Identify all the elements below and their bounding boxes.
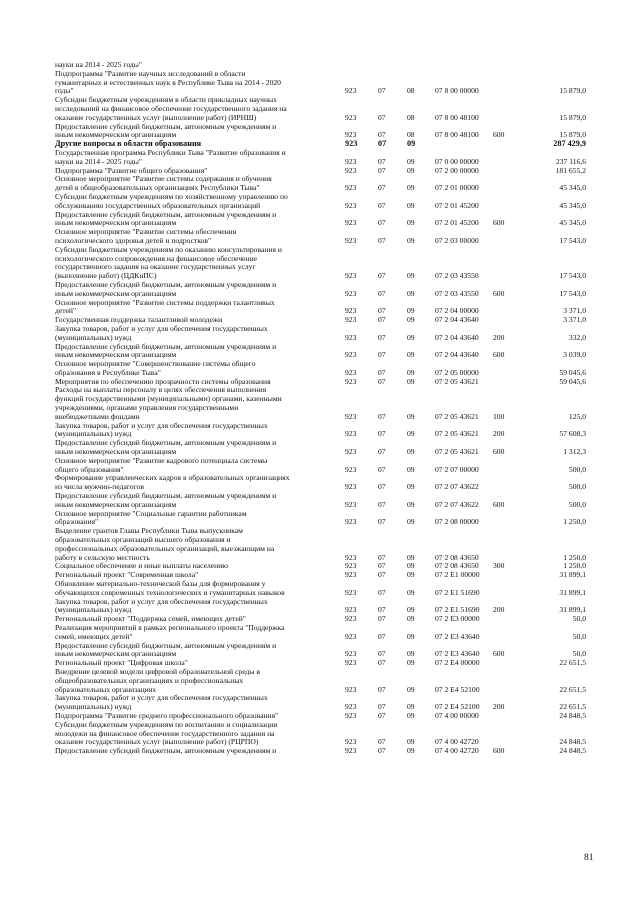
- amount: 287 429,9: [553, 139, 586, 149]
- admin-code: 923: [345, 684, 357, 694]
- row-name: Региональный проект "Поддержка семей, имеющих детей": [55, 614, 246, 624]
- target-article-code: 07 2 07 00000: [435, 464, 479, 474]
- target-article-code: 07 2 03 43550: [435, 271, 479, 281]
- table-row: [55, 246, 586, 281]
- admin-code: 923: [345, 482, 357, 492]
- table-row: [55, 747, 586, 756]
- section-code: 07: [378, 702, 386, 712]
- subsection-code: 09: [407, 350, 415, 360]
- subsection-code: 09: [407, 614, 415, 624]
- target-article-code: 07 2 03 00000: [435, 235, 479, 245]
- admin-code: 923: [345, 631, 357, 641]
- subsection-code: 09: [407, 702, 415, 712]
- amount: 45 345,0: [559, 200, 586, 210]
- subsection-code: 09: [407, 631, 415, 641]
- section-code: 07: [378, 631, 386, 641]
- row-name: Другие вопросы в области образования: [55, 139, 202, 149]
- table-row: [55, 386, 586, 421]
- subsection-code: 08: [407, 130, 415, 140]
- target-article-code: 07 2 E1 51690: [435, 605, 480, 615]
- table-row: [55, 175, 586, 193]
- section-code: 07: [378, 139, 387, 149]
- target-article-code: 07 2 07 43622: [435, 482, 479, 492]
- subsection-code: 09: [407, 464, 415, 474]
- section-code: 07: [378, 288, 386, 298]
- subsection-code: 09: [407, 367, 415, 377]
- admin-code: 923: [345, 130, 357, 140]
- section-code: 07: [378, 376, 386, 386]
- target-article-code: 07 4 00 42720: [435, 737, 479, 747]
- target-article-code: 07 4 00 42720: [435, 746, 479, 756]
- amount: 1 312,3: [563, 447, 586, 457]
- target-article-code: 07 2 E3 00000: [435, 614, 480, 624]
- amount: 1 250,0: [563, 552, 586, 562]
- target-article-code: 07 2 E4 00000: [435, 658, 480, 668]
- amount: 17 543,0: [559, 288, 586, 298]
- subsection-code: 09: [407, 139, 416, 149]
- expense-type-code: 200: [493, 332, 505, 342]
- admin-code: 923: [345, 552, 357, 562]
- target-article-code: 07 2 08 00000: [435, 517, 479, 527]
- row-name: Предоставление субсидий бюджетным, автономным учреждениям и иным некоммерческим организациям: [55, 640, 277, 659]
- row-name: Субсидии бюджетным учреждениям по воспитанию и социализации молодежи на финансовое обеспечение государственного задания на оказание государственных услуг (выполнение работ) (РЦРПО): [55, 719, 278, 747]
- target-article-code: 07 2 E3 43640: [435, 631, 480, 641]
- amount: 59 045,6: [559, 367, 586, 377]
- admin-code: 923: [345, 367, 357, 377]
- subsection-code: 09: [407, 482, 415, 492]
- amount: 59 045,6: [559, 376, 586, 386]
- subsection-code: 09: [407, 517, 415, 527]
- table-row: [55, 642, 586, 660]
- section-code: 07: [378, 464, 386, 474]
- target-article-code: 07 2 05 43621: [435, 429, 479, 439]
- amount: 31 899,1: [559, 605, 586, 615]
- section-code: 07: [378, 684, 386, 694]
- admin-code: 923: [345, 235, 357, 245]
- subsection-code: 09: [407, 499, 415, 509]
- amount: 15 879,0: [559, 130, 586, 140]
- admin-code: 923: [345, 376, 357, 386]
- target-article-code: 07 2 E4 52100: [435, 684, 480, 694]
- section-code: 07: [378, 482, 386, 492]
- target-article-code: 07 2 E1 00000: [435, 570, 480, 580]
- subsection-code: 09: [407, 235, 415, 245]
- amount: 50,0: [572, 649, 586, 659]
- amount: 15 879,0: [559, 86, 586, 96]
- section-code: 07: [378, 156, 386, 166]
- section-code: 07: [378, 429, 386, 439]
- section-code: 07: [378, 746, 386, 756]
- row-name: Основное мероприятие "Развитие системы содержания и обучения детей в общеобразовательных организациях Республики Тыва": [55, 174, 272, 193]
- subsection-code: 09: [407, 165, 415, 175]
- row-name: Региональный проект "Цифровая школа": [55, 658, 188, 668]
- subsection-code: 09: [407, 315, 415, 325]
- admin-code: 923: [345, 165, 357, 175]
- amount: 500,0: [568, 499, 586, 509]
- target-article-code: 07 2 03 43550: [435, 288, 479, 298]
- expense-type-code: 600: [493, 499, 505, 509]
- section-code: 07: [378, 561, 386, 571]
- subsection-code: 09: [407, 288, 415, 298]
- table-row: [55, 580, 586, 598]
- section-code: 07: [378, 411, 386, 421]
- amount: 17 543,0: [559, 271, 586, 281]
- section-code: 07: [378, 499, 386, 509]
- row-name: Предоставление субсидий бюджетным, автономным учреждениям и иным некоммерческим организациям: [55, 121, 277, 140]
- table-row: [55, 457, 586, 475]
- amount: 500,0: [568, 464, 586, 474]
- subsection-code: 09: [407, 332, 415, 342]
- section-code: 07: [378, 218, 386, 228]
- table-row: [55, 343, 586, 361]
- budget-table: [55, 61, 586, 756]
- row-name: Государственная поддержка талантливой молодежи: [55, 315, 223, 325]
- amount: 500,0: [568, 482, 586, 492]
- admin-code: 923: [345, 112, 357, 122]
- row-name: Предоставление субсидий бюджетным, автономным учреждениям и иным некоммерческим организациям: [55, 279, 277, 298]
- row-name: Предоставление субсидий бюджетным, автономным учреждениям и иным некоммерческим организациям: [55, 341, 277, 360]
- subsection-code: 09: [407, 411, 415, 421]
- admin-code: 923: [345, 746, 357, 756]
- row-name: Предоставление субсидий бюджетным, автономным учреждениям и иным некоммерческим организациям: [55, 438, 277, 457]
- row-name: Внедрение целевой модели цифровой образовательной среды в общеобразовательных организациях и профессиональных образовательных организациях: [55, 666, 260, 694]
- amount: 45 345,0: [559, 183, 586, 193]
- admin-code: 923: [345, 200, 357, 210]
- expense-type-code: 200: [493, 605, 505, 615]
- row-name: Основное мероприятие "Совершенствование системы общего образования в Республике Тыва": [55, 359, 256, 377]
- subsection-code: 09: [407, 218, 415, 228]
- subsection-code: 09: [407, 447, 415, 457]
- table-row: [55, 149, 586, 167]
- amount: 1 250,0: [563, 561, 586, 571]
- subsection-code: 09: [407, 156, 415, 166]
- amount: 22 651,5: [559, 702, 586, 712]
- subsection-code: 09: [407, 737, 415, 747]
- admin-code: 923: [345, 499, 357, 509]
- table-row: [55, 299, 586, 317]
- subsection-code: 09: [407, 200, 415, 210]
- subsection-code: 09: [407, 552, 415, 562]
- subsection-code: 09: [407, 561, 415, 571]
- section-code: 07: [378, 332, 386, 342]
- admin-code: 923: [345, 288, 357, 298]
- admin-code: 923: [345, 447, 357, 457]
- row-name: Обновление материально-технической базы для формирования у обучающихся современных технологических и гуманитарных навыков: [55, 579, 285, 597]
- table-row: [55, 193, 586, 211]
- target-article-code: 07 2 01 45200: [435, 218, 479, 228]
- row-name: Основное мероприятие "Развитие кадрового потенциала системы общего образования": [55, 455, 268, 474]
- section-code: 07: [378, 200, 386, 210]
- section-code: 07: [378, 658, 386, 668]
- subsection-code: 09: [407, 649, 415, 659]
- row-name: Подпрограмма "Развитие научных исследований в области гуманитарных и естественных наук в Республике Тыва на 2014 - 2020 годы": [55, 68, 281, 96]
- subsection-code: 09: [407, 570, 415, 580]
- amount: 3 039,0: [563, 350, 586, 360]
- subsection-code: 09: [407, 710, 415, 720]
- table-row: [55, 439, 586, 457]
- section-code: 07: [378, 112, 386, 122]
- target-article-code: 07 2 07 43622: [435, 499, 479, 509]
- amount: 3 371,0: [563, 315, 586, 325]
- page-number: 81: [584, 853, 594, 863]
- target-article-code: 07 2 E3 43640: [435, 649, 480, 659]
- section-code: 07: [378, 605, 386, 615]
- section-code: 07: [378, 737, 386, 747]
- table-row: [55, 624, 586, 642]
- admin-code: 923: [345, 570, 357, 580]
- row-name: Выделение грантов Главы Республики Тыва выпускникам образовательных организаций высшего образования и профессиональных образовательных организаций, выезжающим на работу в сельскую местность: [55, 526, 275, 562]
- section-code: 07: [378, 447, 386, 457]
- amount: 1 250,0: [563, 517, 586, 527]
- section-code: 07: [378, 235, 386, 245]
- table-row: [55, 668, 586, 694]
- expense-type-code: 600: [493, 288, 505, 298]
- expense-type-code: 600: [493, 649, 505, 659]
- expense-type-code: 600: [493, 130, 505, 140]
- section-code: 07: [378, 315, 386, 325]
- target-article-code: 07 8 00 48100: [435, 112, 479, 122]
- row-name: Предоставление субсидий бюджетным, автономным учреждениям и иным некоммерческим организациям: [55, 209, 277, 228]
- amount: 17 543,0: [559, 235, 586, 245]
- subsection-code: 09: [407, 605, 415, 615]
- subsection-code: 09: [407, 658, 415, 668]
- section-code: 07: [378, 130, 386, 140]
- target-article-code: 07 2 00 00000: [435, 165, 479, 175]
- admin-code: 923: [345, 658, 357, 668]
- row-name: Предоставление субсидий бюджетным, автономным учреждениям и иным некоммерческим организациям: [55, 491, 277, 509]
- row-name: Основное мероприятие "Социальные гарантии работникам образования": [55, 508, 247, 527]
- target-article-code: 07 2 01 00000: [435, 183, 479, 193]
- admin-code: 923: [345, 702, 357, 712]
- row-name: Субсидии бюджетным учреждениям по хозяйственному управлению по обслуживанию государственных образовательных организаций: [55, 191, 288, 210]
- row-name: Предоставление субсидий бюджетным, автономным учреждениям и: [55, 746, 277, 756]
- table-row: [55, 474, 586, 492]
- admin-code: 923: [345, 218, 357, 228]
- admin-code: 923: [345, 737, 357, 747]
- table-row: [55, 228, 586, 246]
- expense-type-code: 600: [493, 350, 505, 360]
- admin-code: 923: [345, 271, 357, 281]
- table-row: [55, 694, 586, 712]
- target-article-code: 07 2 01 45200: [435, 200, 479, 210]
- admin-code: 923: [345, 587, 357, 597]
- amount: 45 345,0: [559, 218, 586, 228]
- table-row: [55, 211, 586, 229]
- subsection-code: 09: [407, 746, 415, 756]
- target-article-code: 07 4 00 00000: [435, 710, 479, 720]
- row-name: Основное мероприятие "Развитие системы обеспечения психологического здоровья детей и подростков": [55, 227, 237, 245]
- admin-code: 923: [345, 517, 357, 527]
- section-code: 07: [378, 587, 386, 597]
- target-article-code: 07 8 00 00000: [435, 86, 479, 96]
- subsection-code: 09: [407, 684, 415, 694]
- table-row: [55, 598, 586, 616]
- target-article-code: 07 2 E4 52100: [435, 702, 480, 712]
- admin-code: 923: [345, 649, 357, 659]
- amount: 125,0: [568, 411, 586, 421]
- admin-code: 923: [345, 464, 357, 474]
- row-name: Социальное обеспечение и иные выплаты населению: [55, 561, 228, 571]
- amount: 3 371,0: [563, 306, 586, 316]
- amount: 332,0: [568, 332, 586, 342]
- table-row: [55, 281, 586, 299]
- amount: 50,0: [572, 614, 586, 624]
- amount: 181 655,2: [555, 165, 586, 175]
- row-name: Субсидии бюджетным учреждениям в области прикладных научных исследований на финансовое обеспечение государственного задания на оказание государственных услуг (выполнение работ) (ИРНШ): [55, 95, 287, 122]
- subsection-code: 09: [407, 429, 415, 439]
- section-code: 07: [378, 306, 386, 316]
- subsection-code: 09: [407, 587, 415, 597]
- admin-code: 923: [345, 429, 357, 439]
- target-article-code: 07 2 05 00000: [435, 367, 479, 377]
- admin-code: 923: [345, 315, 357, 325]
- row-name: Государственная программа Республики Тыва "Развитие образования и науки на 2014 - 2025 годы": [55, 147, 286, 166]
- target-article-code: 07 2 08 43650: [435, 552, 479, 562]
- section-code: 07: [378, 86, 386, 96]
- section-code: 07: [378, 552, 386, 562]
- subsection-code: 09: [407, 183, 415, 193]
- target-article-code: 07 2 04 43640: [435, 332, 479, 342]
- table-row: [55, 721, 586, 747]
- table-row: [55, 70, 586, 96]
- target-article-code: 07 2 05 43621: [435, 447, 479, 457]
- row-name: Реализация мероприятий в рамках регионального проекта "Поддержка семей, имеющих детей": [55, 623, 285, 641]
- section-code: 07: [378, 350, 386, 360]
- section-code: 07: [378, 517, 386, 527]
- amount: 15 879,0: [559, 112, 586, 122]
- amount: 50,0: [572, 631, 586, 641]
- section-code: 07: [378, 183, 386, 193]
- row-name: Подпрограмма "Развитие общего образования": [55, 165, 208, 175]
- target-article-code: 07 2 08 43650: [435, 561, 479, 571]
- row-name: Подпрограмма "Развитие среднего профессионального образования": [55, 710, 279, 720]
- row-name: Региональный проект "Современная школа": [55, 570, 199, 580]
- section-code: 07: [378, 649, 386, 659]
- section-code: 07: [378, 710, 386, 720]
- target-article-code: 07 2 04 00000: [435, 306, 479, 316]
- amount: 31 899,1: [559, 587, 586, 597]
- section-code: 07: [378, 570, 386, 580]
- expense-type-code: 600: [493, 218, 505, 228]
- row-name: Формирование управленческих кадров в образовательных организациях из числа мужчин-педагогов: [55, 473, 290, 492]
- amount: 24 848,5: [559, 746, 586, 756]
- admin-code: 923: [345, 156, 357, 166]
- amount: 24 848,5: [559, 710, 586, 720]
- subsection-code: 09: [407, 376, 415, 386]
- table-row: [55, 492, 586, 510]
- target-article-code: 07 0 00 00000: [435, 156, 479, 166]
- row-name: Основное мероприятие "Развитие системы поддержки талантливых детей": [55, 297, 275, 316]
- target-article-code: 07 2 E1 51690: [435, 587, 480, 597]
- admin-code: 923: [345, 86, 357, 96]
- admin-code: 923: [345, 183, 357, 193]
- admin-code: 923: [345, 710, 357, 720]
- section-code: 07: [378, 614, 386, 624]
- table-row: [55, 360, 586, 378]
- target-article-code: 07 2 05 43621: [435, 376, 479, 386]
- admin-code: 923: [345, 350, 357, 360]
- amount: 22 651,5: [559, 684, 586, 694]
- target-article-code: 07 2 04 43640: [435, 315, 479, 325]
- expense-type-code: 600: [493, 746, 505, 756]
- amount: 237 116,6: [555, 156, 586, 166]
- target-article-code: 07 2 04 43640: [435, 350, 479, 360]
- section-code: 07: [378, 367, 386, 377]
- subsection-code: 09: [407, 271, 415, 281]
- row-name: Расходы на выплаты персоналу в целях обеспечения выполнения функций государственными (муниципальными) органами, казенными учреждениями, органами управления государственными внебюджетными фондами: [55, 385, 282, 421]
- table-row: [55, 527, 586, 562]
- expense-type-code: 600: [493, 447, 505, 457]
- row-name: Закупка товаров, работ и услуг для обеспечения государственных (муниципальных) нужд: [55, 693, 268, 712]
- expense-type-code: 300: [493, 561, 505, 571]
- amount: 24 848,5: [559, 737, 586, 747]
- amount: 57 608,3: [559, 429, 586, 439]
- admin-code: 923: [345, 614, 357, 624]
- admin-code: 923: [345, 139, 358, 149]
- section-code: 07: [378, 165, 386, 175]
- subsection-code: 08: [407, 112, 415, 122]
- admin-code: 923: [345, 411, 357, 421]
- subsection-code: 08: [407, 86, 415, 96]
- subsection-code: 09: [407, 306, 415, 316]
- expense-type-code: 200: [493, 702, 505, 712]
- row-name: науки на 2014 - 2025 годы": [55, 60, 142, 69]
- admin-code: 923: [345, 306, 357, 316]
- amount: 31 899,1: [559, 570, 586, 580]
- table-row: [55, 96, 586, 122]
- row-name: Субсидии бюджетным учреждениям по оказанию консультирования и психологического сопровождения на финансовое обеспечение государственного задания на оказание государственных услуг (выполнение работ) (ЦДКиПС): [55, 244, 282, 281]
- target-article-code: 07 2 05 43621: [435, 411, 479, 421]
- table-row: [55, 123, 586, 141]
- row-name: Мероприятия по обеспечению прозрачности системы образования: [55, 376, 271, 386]
- row-name: Закупка товаров, работ и услуг для обеспечения государственных (муниципальных) нужд: [55, 323, 268, 342]
- admin-code: 923: [345, 332, 357, 342]
- admin-code: 923: [345, 605, 357, 615]
- amount: 22 651,5: [559, 658, 586, 668]
- row-name: Закупка товаров, работ и услуг для обеспечения государственных (муниципальных) нужд: [55, 596, 268, 615]
- table-row: [55, 325, 586, 343]
- expense-type-code: 100: [493, 411, 505, 421]
- table-row: [55, 422, 586, 440]
- target-article-code: 07 8 00 48100: [435, 130, 479, 140]
- row-name: Закупка товаров, работ и услуг для обеспечения государственных (муниципальных) нужд: [55, 420, 268, 439]
- expense-type-code: 200: [493, 429, 505, 439]
- section-code: 07: [378, 271, 386, 281]
- admin-code: 923: [345, 561, 357, 571]
- table-row: [55, 510, 586, 528]
